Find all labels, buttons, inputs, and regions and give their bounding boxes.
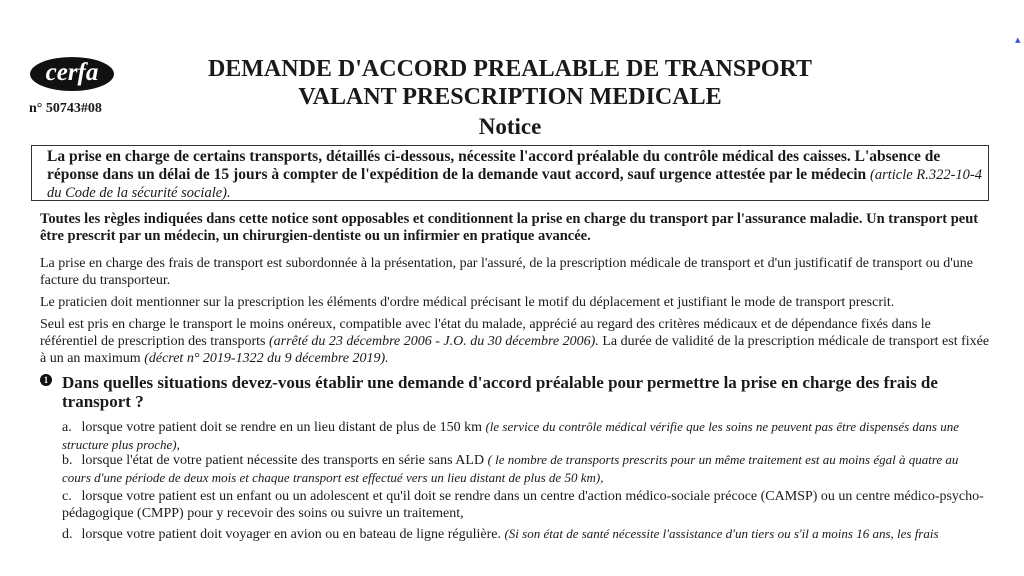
- notice-box-text: La prise en charge de certains transports, détaillés ci-dessous, nécessite l'accord préalable du contrôle médical des caisses. L'absence de réponse dans un délai de 15 jours à compter de l'expédition de la demande vaut accord, sauf urgence attestée par le médecin: [47, 148, 941, 183]
- list-item-note: (le service du contrôle médical vérifie que les soins ne peuvent pas être dispensés dans une structure plus proche),: [62, 419, 959, 452]
- list-item-note: ( le nombre de transports prescrits pour un même traitement est au moins égal à quatre au cours d'une période de deux mois et chaque transport est effectué vers un lieu distant de plus de 50 km),: [62, 452, 959, 485]
- list-item-note: (Si son état de santé nécessite l'assistance d'un tiers ou s'il a moins 16 ans, les frais: [504, 526, 939, 541]
- corner-arrow-icon: ▴: [1015, 34, 1021, 46]
- number-1-icon: 1: [40, 374, 52, 386]
- list-item-d: [62, 525, 990, 543]
- paragraph-subordination: La prise en charge des frais de transport est subordonnée à la présentation, par l'assuré, de la prescription médicale de transport et d'un justificatif de transport ou d'une facture du transporteur.: [40, 256, 973, 288]
- least-costly-arrete: (arrêté du 23 décembre 2006 - J.O. du 30 décembre 2006).: [268, 334, 599, 349]
- list-item-text: lorsque votre patient doit voyager en avion ou en bateau de ligne régulière.: [81, 527, 501, 542]
- validity-decret: (décret n° 2019-1322 du 9 décembre 2019).: [144, 351, 389, 366]
- list-item-b: [62, 451, 990, 487]
- validity-text: La durée de validité de la prescription médicale de transport est fixée à un an maximum: [40, 334, 990, 366]
- notice-box-reference: (article R.322-10-4 du Code de la sécurité sociale).: [47, 167, 982, 201]
- form-number: n° 50743#08: [29, 101, 102, 116]
- question-1: [40, 373, 990, 411]
- notice-heading: Notice: [478, 114, 542, 139]
- document-title-line1: DEMANDE D'ACCORD PREALABLE DE TRANSPORT: [207, 56, 813, 82]
- list-marker: b.: [62, 453, 73, 468]
- question-1-text: Dans quelles situations devez-vous établir une demande d'accord préalable pour permettre la prise en charge des frais de transport ?: [62, 373, 938, 411]
- list-marker: d.: [62, 527, 73, 542]
- list-item-text: lorsque votre patient doit se rendre en un lieu distant de plus de 150 km: [81, 420, 482, 435]
- list-item-text: lorsque l'état de votre patient nécessite des transports en série sans ALD: [81, 453, 485, 468]
- paragraph-practitioner: Le praticien doit mentionner sur la prescription les éléments d'ordre médical précisant le motif du déplacement et justifiant le mode de transport prescrit.: [40, 295, 895, 310]
- paragraph-rules: Toutes les règles indiquées dans cette notice sont opposables et conditionnent la prise en charge du transport par l'assurance maladie. Un transport peut être prescrit par un médecin, un chirurgien-dentiste ou un infirmier en pratique avancée.: [40, 211, 979, 244]
- list-item-a: [62, 418, 990, 454]
- list-marker: a.: [62, 420, 72, 435]
- list-marker: c.: [62, 489, 72, 504]
- list-item-c: [62, 488, 990, 522]
- important-notice-box: [31, 145, 989, 201]
- cerfa-logo: cerfa: [30, 57, 114, 91]
- paragraph-least-costly: [40, 316, 990, 367]
- least-costly-text: Seul est pris en charge le transport le moins onéreux, compatible avec l'état du malade, apprécié au regard des critères médicaux et de dépendance fixés dans le référentiel de prescription des transports: [40, 317, 931, 349]
- list-item-text: lorsque votre patient est un enfant ou un adolescent et qu'il doit se rendre dans un centre d'action médico-sociale précoce (CAMSP) ou un centre médico-psycho-pédagogique (CMPP) pour y recevoir des soins ou suivre un traitement,: [62, 489, 984, 521]
- document-title-line2: VALANT PRESCRIPTION MEDICALE: [298, 84, 722, 110]
